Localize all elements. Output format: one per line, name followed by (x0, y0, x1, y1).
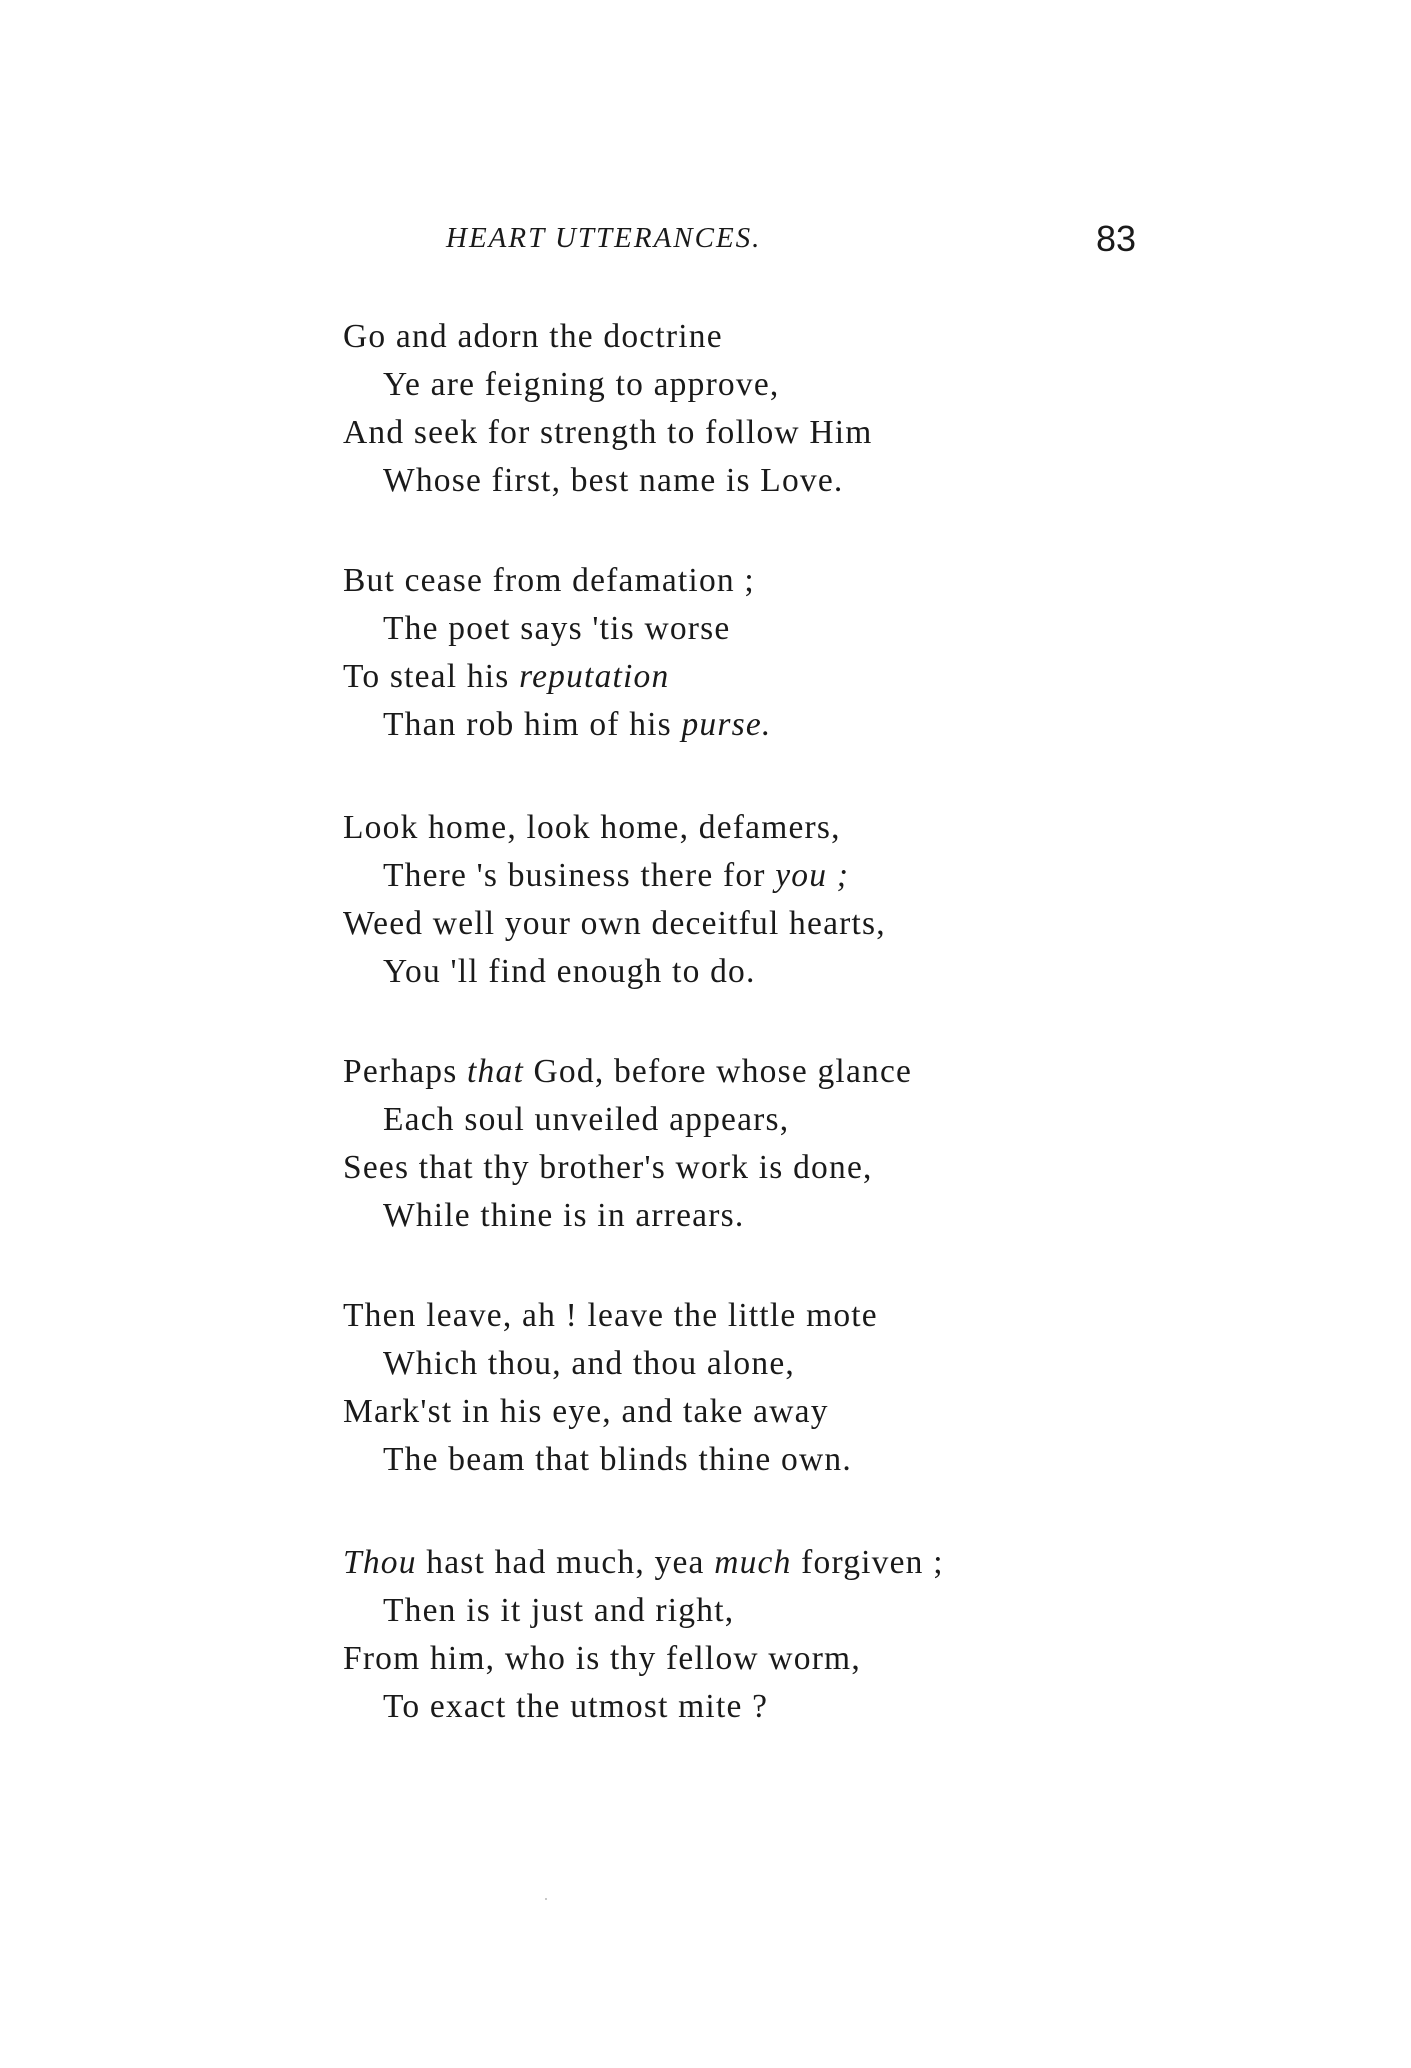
poem-line (343, 1296, 878, 1336)
line-text: There 's business there for (383, 857, 776, 894)
line-text: Whose first, best name is Love. (383, 462, 844, 499)
line-text: Perhaps (343, 1053, 468, 1090)
line-text: The poet says 'tis worse (383, 610, 731, 647)
line-text: Go and adorn the doctrine (343, 318, 723, 355)
poem-line (383, 1100, 789, 1140)
line-text-italic: reputation (519, 658, 670, 695)
poem-line (343, 413, 873, 453)
poem-line (343, 561, 755, 601)
line-text: To steal his (343, 658, 520, 695)
line-text: And seek for strength to follow Him (343, 414, 873, 451)
line-text: You 'll find enough to do. (383, 953, 756, 990)
line-text: While thine is in arrears. (383, 1197, 745, 1234)
line-text: Than rob him of his (383, 706, 682, 743)
line-text-italic: much (714, 1544, 792, 1581)
line-text: Weed well your own deceitful hearts, (343, 905, 886, 942)
line-text: Each soul unveiled appears, (383, 1101, 790, 1138)
poem-line (383, 1591, 734, 1631)
poem-line (383, 1344, 795, 1384)
poem-line (383, 609, 730, 649)
running-head-title: HEART UTTERANCES. (446, 222, 762, 254)
poem-line (343, 317, 723, 357)
poem-line (343, 1543, 944, 1583)
line-text-italic: you ; (775, 857, 850, 894)
line-text: Then leave, ah ! leave the little mote (343, 1297, 878, 1334)
line-text: Mark'st in his eye, and take away (343, 1393, 829, 1430)
line-text: Which thou, and thou alone, (383, 1345, 795, 1382)
line-text: Sees that thy brother's work is done, (343, 1149, 873, 1186)
poem-line (343, 1392, 829, 1432)
line-text-italic: that (467, 1053, 524, 1090)
line-text: Ye are feigning to approve, (383, 366, 780, 403)
line-text: From him, who is thy fellow worm, (343, 1640, 861, 1677)
line-text: The beam that blinds thine own. (383, 1441, 852, 1478)
running-head (0, 218, 1411, 272)
line-text: forgiven ; (791, 1544, 944, 1581)
poem-line (383, 952, 756, 992)
poem-line (383, 365, 779, 405)
poem-line (343, 808, 841, 848)
print-speck (545, 1898, 547, 1900)
poem-line (383, 461, 844, 501)
line-text: But cease from defamation ; (343, 562, 755, 599)
poem-line (343, 1639, 861, 1679)
poem-line (383, 856, 849, 896)
line-text: Look home, look home, defamers, (343, 809, 841, 846)
poem-line (383, 1440, 852, 1480)
poem-line (383, 1196, 744, 1236)
line-text: Then is it just and right, (383, 1592, 735, 1629)
poem-line (343, 657, 669, 697)
page-number: 83 (1096, 218, 1137, 259)
line-text-italic: Thou (343, 1544, 417, 1581)
poem-line (343, 1148, 873, 1188)
line-text: God, before whose glance (523, 1053, 913, 1090)
poem-line (343, 1052, 912, 1092)
line-text: hast had much, yea (416, 1544, 715, 1581)
line-text-italic: purse. (681, 706, 772, 743)
poem-line (343, 904, 886, 944)
poem-line (383, 705, 772, 745)
poem-line (383, 1687, 768, 1727)
line-text: To exact the utmost mite ? (383, 1688, 769, 1725)
